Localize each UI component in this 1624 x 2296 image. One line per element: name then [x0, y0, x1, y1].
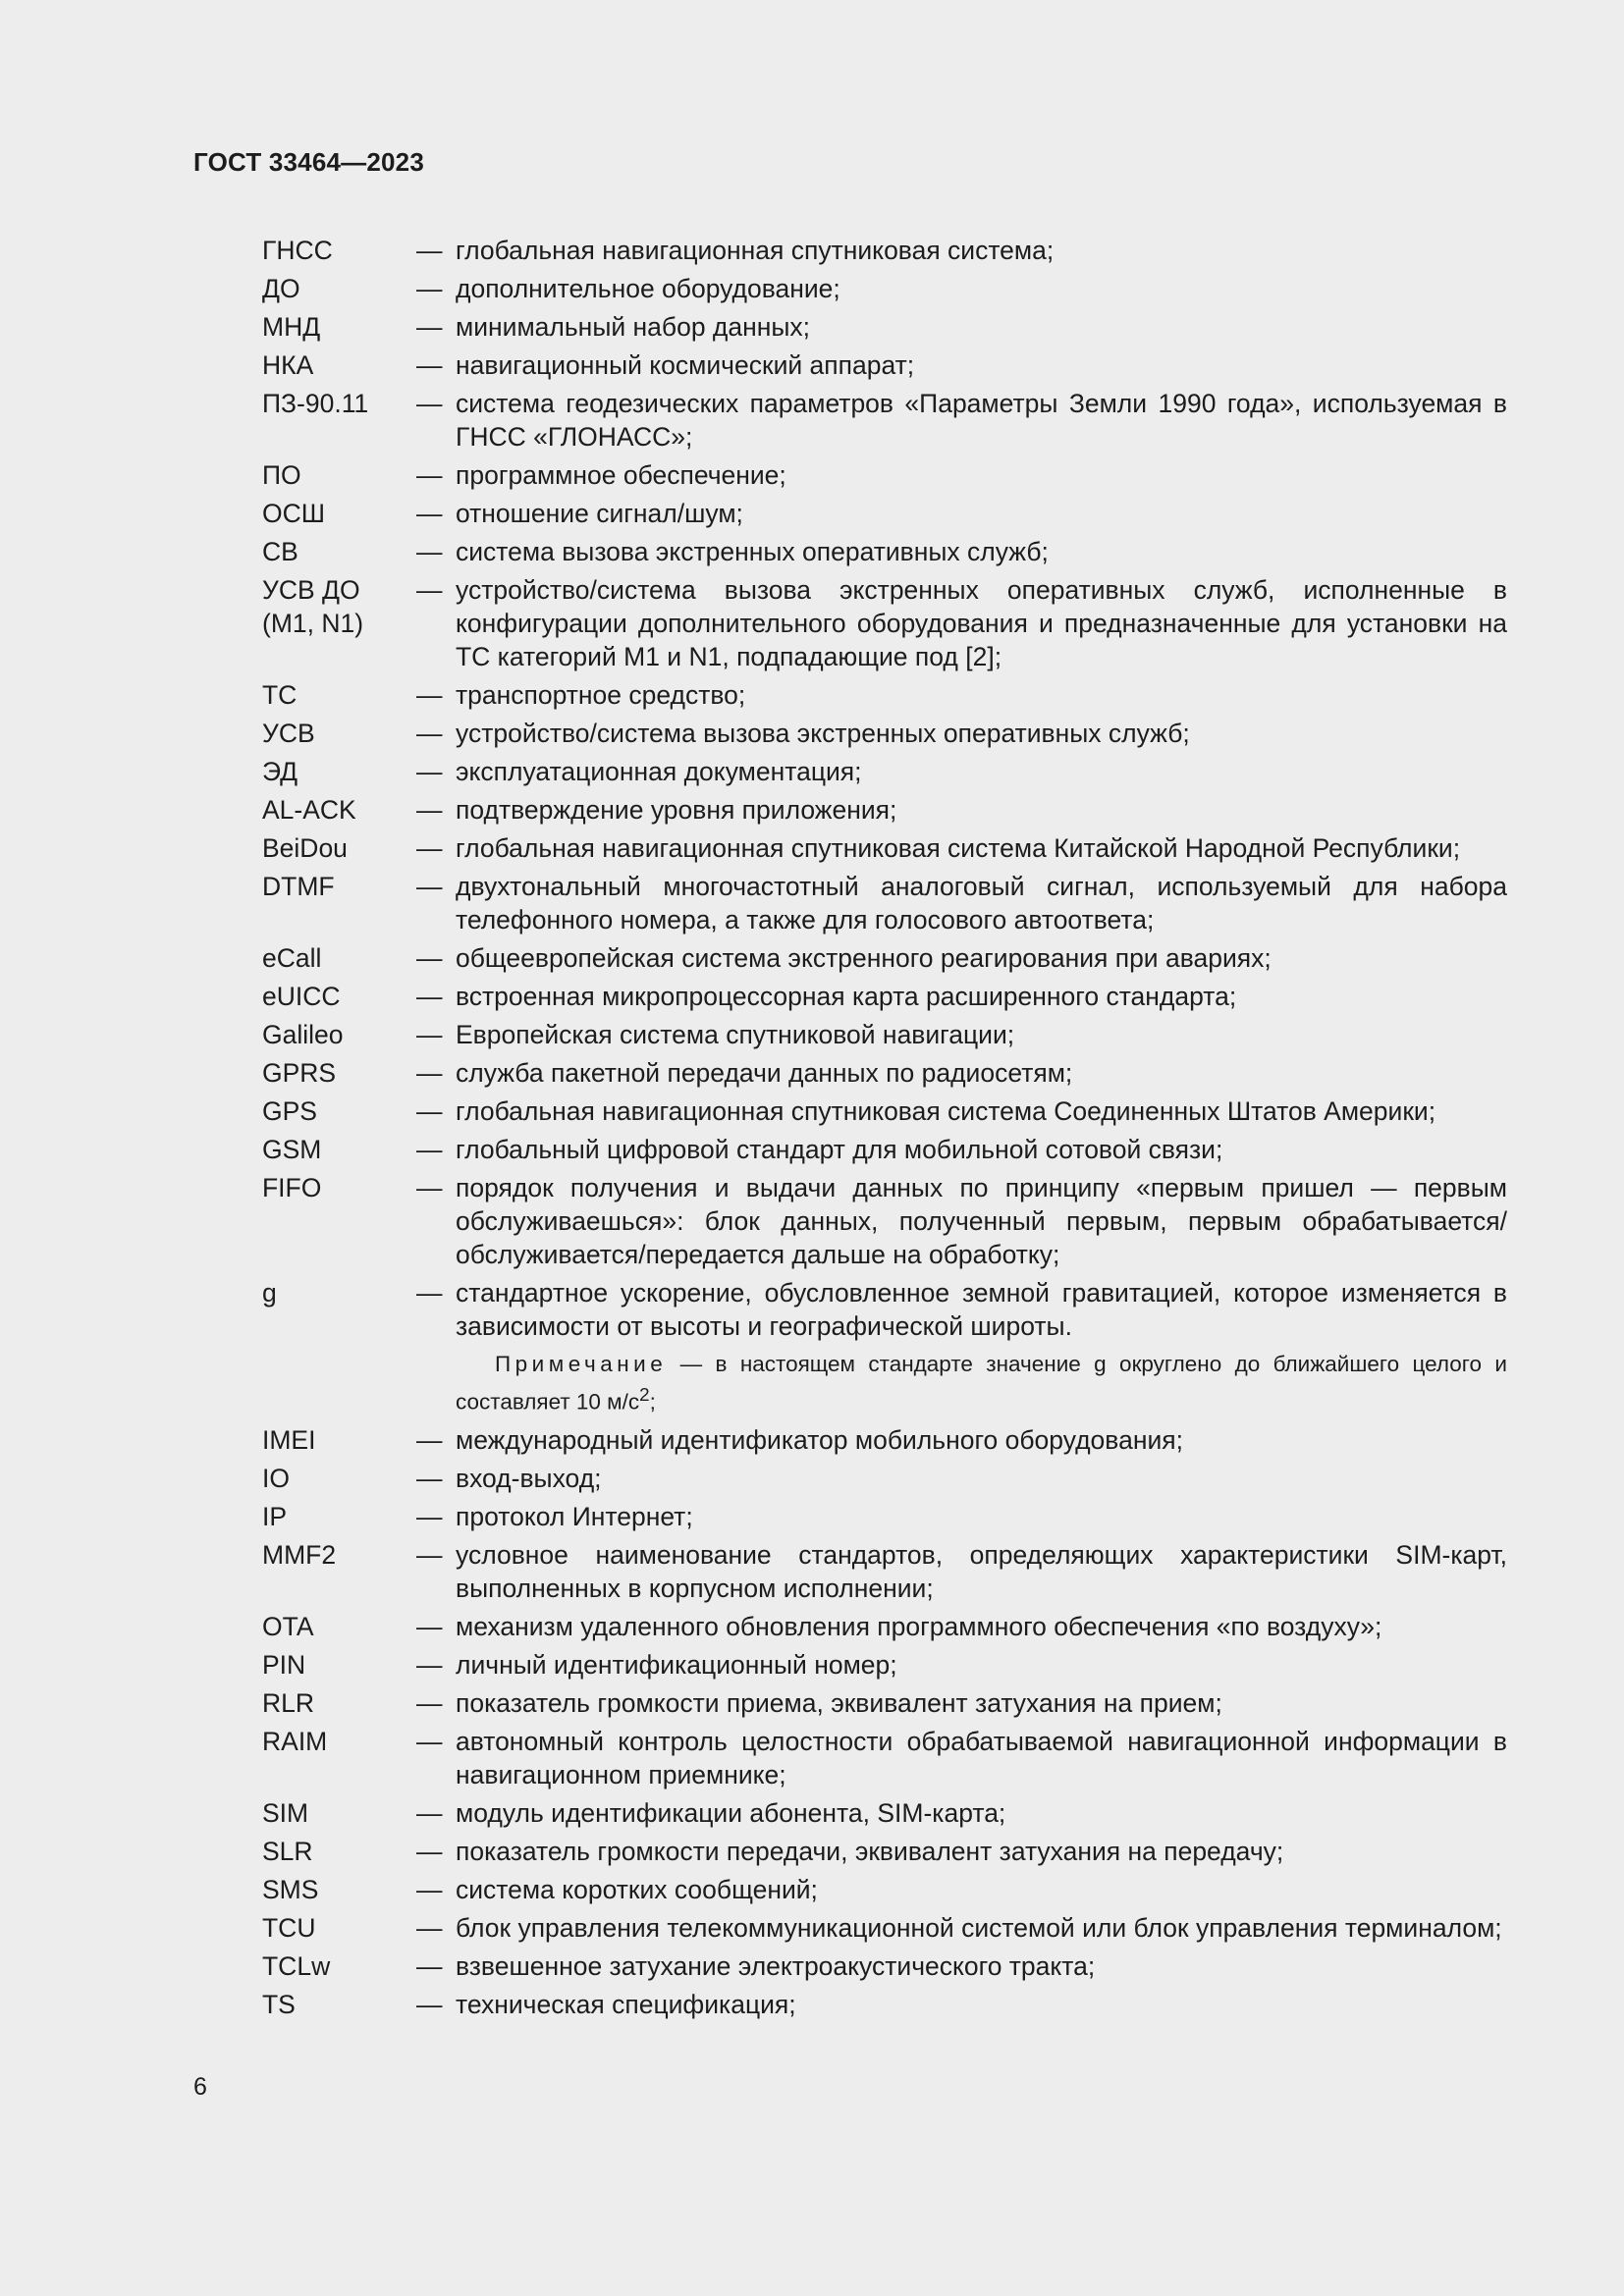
abbreviation-term: SIM [262, 1797, 309, 1828]
abbreviation-definition: протокол Интернет; [456, 1501, 693, 1531]
abbreviation-definition: показатель громкости приема, эквивалент затухания на прием; [456, 1687, 1222, 1718]
abbreviation-definition: дополнительное оборудование; [456, 274, 840, 303]
abbreviation-term: ЭД [262, 757, 298, 786]
abbreviation-definition: модуль идентификации абонента, SIM-карта; [456, 1797, 1006, 1828]
abbreviation-term: ГНСС [262, 236, 333, 265]
abbreviation-row [262, 1949, 1507, 1983]
abbreviation-definition: вход-выход; [456, 1463, 602, 1493]
abbreviation-row [262, 1500, 1507, 1533]
abbreviation-definition: транспортное средство; [456, 680, 746, 710]
abbreviation-definition: взвешенное затухание электроакустического тракта; [456, 1950, 1096, 1981]
abbreviation-row [262, 717, 1507, 750]
abbreviation-row [262, 1988, 1507, 2021]
dash-separator: — [416, 982, 443, 1011]
abbreviation-term: ДО [262, 274, 300, 303]
abbreviation-definition: устройство/система вызова экстренных оперативных служб, исполненные в конфигурации дополнительного оборудования и предназначенные для установки на ТС категорий М1 и N1, подпадающие под [2]; [456, 575, 1507, 671]
dash-separator: — [416, 1611, 443, 1641]
abbreviation-term: FIFO [262, 1173, 322, 1202]
dash-separator: — [416, 943, 443, 973]
abbreviation-definition: подтверждение уровня приложения; [456, 795, 897, 825]
dash-separator: — [416, 1950, 443, 1981]
abbreviation-row [262, 831, 1507, 865]
dash-separator: — [416, 1020, 443, 1049]
abbreviation-term: MMF2 [262, 1539, 337, 1570]
dash-separator: — [416, 872, 443, 901]
abbreviation-definition: эксплуатационная документация; [456, 757, 862, 786]
abbreviation-term: IO [262, 1463, 290, 1493]
abbreviation-definition: механизм удаленного обновления программного обеспечения «по воздуху»; [456, 1611, 1382, 1641]
dash-separator: — [416, 1687, 443, 1718]
abbreviation-row [262, 1796, 1507, 1830]
abbreviation-term: IMEI [262, 1424, 316, 1455]
abbreviation-definition: минимальный набор данных; [456, 312, 811, 342]
abbreviation-definition: международный идентификатор мобильного оборудования; [456, 1424, 1183, 1455]
abbreviation-definition: встроенная микропроцессорная карта расширенного стандарта; [456, 982, 1237, 1011]
dash-separator: — [416, 537, 443, 566]
abbreviation-term: TCU [262, 1912, 316, 1943]
abbreviation-term: НКА [262, 350, 314, 380]
abbreviation-row [262, 1686, 1507, 1720]
abbreviation-list [262, 234, 1507, 2026]
abbreviation-term: g [262, 1278, 277, 1308]
dash-separator: — [416, 795, 443, 825]
abbreviation-term: SMS [262, 1874, 319, 1904]
dash-separator: — [416, 350, 443, 380]
abbreviation-term: DTMF [262, 872, 335, 901]
abbreviation-term: МНД [262, 312, 321, 342]
dash-separator: — [416, 1096, 443, 1126]
abbreviation-definition: показатель громкости передачи, эквивалент затухания на передачу; [456, 1836, 1284, 1866]
abbreviation-row [262, 1538, 1507, 1605]
abbreviation-term: RAIM [262, 1726, 328, 1756]
abbreviation-row [262, 980, 1507, 1013]
dash-separator: — [416, 274, 443, 303]
abbreviation-row [262, 1423, 1507, 1457]
abbreviation-definition: стандартное ускорение, обусловленное земной гравитацией, которое изменяется в зависимости от высоты и географической широты. [456, 1278, 1507, 1341]
abbreviation-term: SLR [262, 1836, 313, 1866]
dash-separator: — [416, 1058, 443, 1088]
note-tail: ; [649, 1389, 656, 1415]
dash-separator: — [416, 1989, 443, 2019]
abbreviation-row [262, 678, 1507, 712]
abbreviation-definition: система коротких сообщений; [456, 1874, 818, 1904]
dash-separator: — [416, 757, 443, 786]
abbreviation-term: Galileo [262, 1020, 344, 1049]
abbreviation-term: OTA [262, 1611, 314, 1641]
abbreviation-row [262, 793, 1507, 827]
note-block [456, 1349, 1507, 1417]
abbreviation-row [262, 1873, 1507, 1906]
abbreviation-definition: глобальная навигационная спутниковая система; [456, 236, 1055, 265]
abbreviation-term: GSM [262, 1135, 322, 1164]
document-header: ГОСТ 33464—2023 [193, 147, 424, 177]
dash-separator: — [416, 1836, 443, 1866]
note-text: — в настоящем стандарте значение g округлено до ближайшего целого и составляет 10 м/с [456, 1352, 1507, 1415]
abbreviation-row [262, 535, 1507, 568]
abbreviation-row [262, 870, 1507, 936]
abbreviation-definition: отношение сигнал/шум; [456, 499, 743, 528]
abbreviation-row [262, 1276, 1507, 1343]
dash-separator: — [416, 1539, 443, 1570]
dash-separator: — [416, 1649, 443, 1680]
abbreviation-row [262, 387, 1507, 454]
dash-separator: — [416, 499, 443, 528]
abbreviation-row [262, 573, 1507, 673]
abbreviation-definition: программное обеспечение; [456, 460, 786, 490]
dash-separator: — [416, 389, 443, 418]
abbreviation-definition: Европейская система спутниковой навигации; [456, 1020, 1015, 1049]
abbreviation-definition: служба пакетной передачи данных по радиосетям; [456, 1058, 1073, 1088]
dash-separator: — [416, 1173, 443, 1202]
abbreviation-row [262, 348, 1507, 382]
note-label: Примечание [495, 1352, 668, 1376]
dash-separator: — [416, 312, 443, 342]
dash-separator: — [416, 680, 443, 710]
abbreviation-definition: личный идентификационный номер; [456, 1649, 897, 1680]
abbreviation-term: RLR [262, 1687, 315, 1718]
abbreviation-term: GPS [262, 1096, 317, 1126]
abbreviation-row [262, 1835, 1507, 1868]
abbreviation-row [262, 310, 1507, 344]
abbreviation-term: ТС [262, 680, 298, 710]
abbreviation-definition: блок управления телекоммуникационной системой или блок управления терминалом; [456, 1912, 1502, 1943]
abbreviation-row [262, 497, 1507, 530]
abbreviation-term: eUICC [262, 982, 341, 1011]
abbreviation-definition: система геодезических параметров «Параметры Земли 1990 года», используемая в ГНСС «ГЛОНАСС»; [456, 389, 1507, 452]
abbreviation-term: eCall [262, 943, 322, 973]
dash-separator: — [416, 1135, 443, 1164]
dash-separator: — [416, 1501, 443, 1531]
abbreviation-definition: устройство/система вызова экстренных оперативных служб; [456, 719, 1190, 748]
abbreviation-row [262, 1171, 1507, 1271]
abbreviation-row [262, 1911, 1507, 1945]
abbreviation-row [262, 755, 1507, 788]
abbreviation-term: TCLw [262, 1950, 331, 1981]
abbreviation-definition: техническая спецификация; [456, 1989, 796, 2019]
abbreviation-row [262, 272, 1507, 305]
abbreviation-definition: система вызова экстренных оперативных служб; [456, 537, 1049, 566]
abbreviation-term: СВ [262, 537, 298, 566]
abbreviation-term: IP [262, 1501, 288, 1531]
dash-separator: — [416, 1797, 443, 1828]
abbreviation-definition: глобальный цифровой стандарт для мобильной сотовой связи; [456, 1135, 1223, 1164]
dash-separator: — [416, 1874, 443, 1904]
abbreviation-term: AL-ACK [262, 795, 356, 825]
abbreviation-definition: двухтональный многочастотный аналоговый сигнал, используемый для набора телефонного номера, а также для голосового автоответа; [456, 872, 1507, 934]
dash-separator: — [416, 1424, 443, 1455]
abbreviation-term: GPRS [262, 1058, 337, 1088]
dash-separator: — [416, 1726, 443, 1756]
abbreviation-definition: условное наименование стандартов, определяющих характеристики SIM-карт, выполненных в корпусном исполнении; [456, 1539, 1507, 1603]
dash-separator: — [416, 575, 443, 605]
abbreviation-term: УСВ [262, 719, 315, 748]
abbreviation-row [262, 1133, 1507, 1166]
abbreviation-row [262, 1725, 1507, 1791]
note-superscript: 2 [639, 1384, 650, 1405]
dash-separator: — [416, 1912, 443, 1943]
abbreviation-definition: навигационный космический аппарат; [456, 350, 915, 380]
abbreviation-row [262, 1610, 1507, 1643]
abbreviation-term: ПЗ-90.11 [262, 389, 369, 418]
dash-separator: — [416, 236, 443, 265]
abbreviation-term: ОСШ [262, 499, 326, 528]
abbreviation-row [262, 1056, 1507, 1090]
abbreviation-term: BeiDou [262, 833, 348, 863]
abbreviation-term: PIN [262, 1649, 306, 1680]
abbreviation-row [262, 234, 1507, 267]
abbreviation-definition: автономный контроль целостности обрабатываемой навигационной информации в навигационном приемнике; [456, 1726, 1507, 1789]
abbreviation-row [262, 1648, 1507, 1682]
dash-separator: — [416, 1278, 443, 1308]
abbreviation-term: УСВ ДО (М1, N1) [262, 575, 364, 638]
abbreviation-definition: глобальная навигационная спутниковая система Китайской Народной Республики; [456, 833, 1461, 863]
page-number: 6 [193, 2073, 207, 2101]
abbreviation-definition: глобальная навигационная спутниковая система Соединенных Штатов Америки; [456, 1096, 1436, 1126]
abbreviation-definition: порядок получения и выдачи данных по принципу «первым пришел — первым обслуживаешься»: блок данных, полученный первым, первым обрабатывается/обслуживается/передается дальше на обработку; [456, 1173, 1507, 1269]
dash-separator: — [416, 460, 443, 490]
abbreviation-row [262, 1018, 1507, 1051]
abbreviation-row [262, 941, 1507, 975]
abbreviation-term: TS [262, 1989, 296, 2019]
abbreviation-row [262, 1095, 1507, 1128]
dash-separator: — [416, 719, 443, 748]
abbreviation-definition: общеевропейская система экстренного реагирования при авариях; [456, 943, 1272, 973]
abbreviation-row [262, 458, 1507, 492]
dash-separator: — [416, 833, 443, 863]
abbreviation-term: ПО [262, 460, 301, 490]
dash-separator: — [416, 1463, 443, 1493]
abbreviation-row [262, 1462, 1507, 1495]
